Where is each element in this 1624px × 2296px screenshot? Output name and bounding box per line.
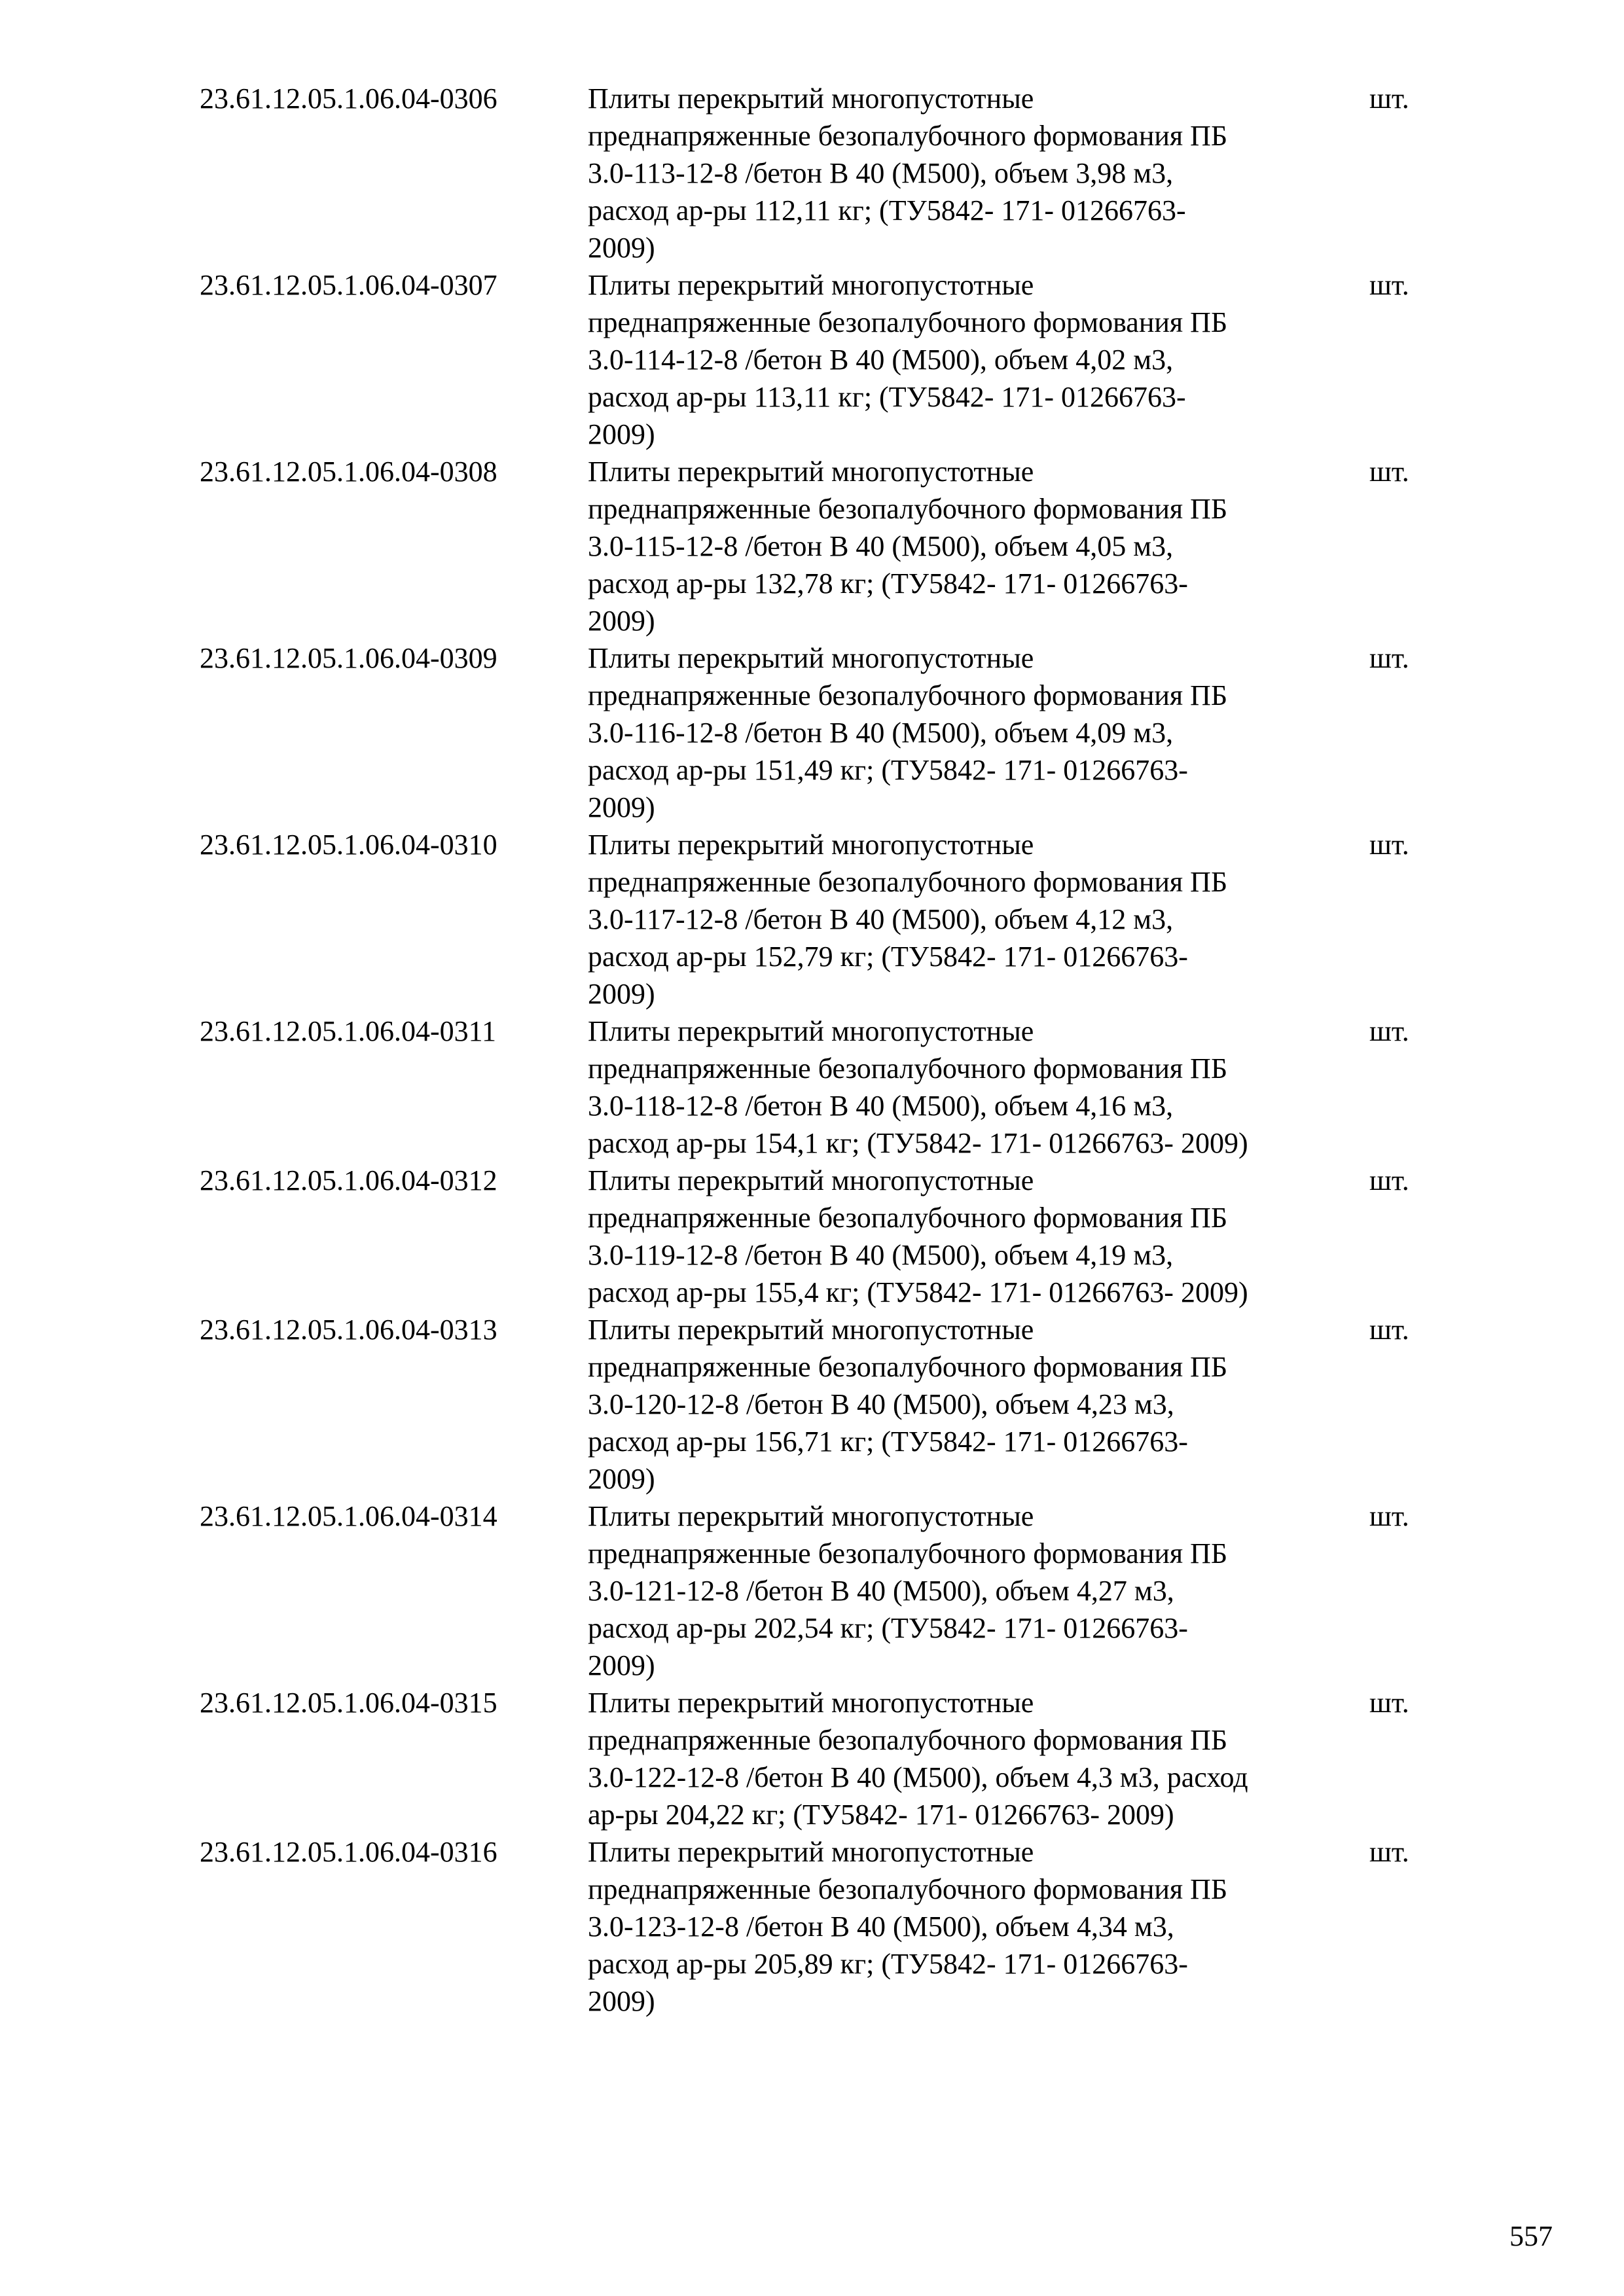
description-line: расход ар-ры 155,4 кг; (ТУ5842- 171- 01266763- 2009) — [588, 1276, 1248, 1308]
description-line: расход ар-ры 112,11 кг; (ТУ5842- 171- 01266763- — [588, 194, 1186, 226]
description-line: ар-ры 204,22 кг; (ТУ5842- 171- 01266763- 2009) — [588, 1799, 1174, 1831]
description-line: 2009) — [588, 1463, 655, 1495]
description-line: расход ар-ры 152,79 кг; (ТУ5842- 171- 01266763- — [588, 941, 1188, 973]
list-item — [200, 80, 1443, 266]
item-code: 23.61.12.05.1.06.04-0310 — [200, 829, 497, 861]
description-line: Плиты перекрытий многопустотные — [588, 829, 1034, 861]
item-unit: шт. — [1369, 1500, 1409, 1532]
description-line: Плиты перекрытий многопустотные — [588, 82, 1034, 115]
description-line: преднапряженные безопалубочного формования ПБ — [588, 1202, 1228, 1234]
description-line: Плиты перекрытий многопустотные — [588, 642, 1034, 674]
description-line: 2009) — [588, 418, 655, 450]
item-code: 23.61.12.05.1.06.04-0308 — [200, 456, 497, 488]
page-number: 557 — [1509, 2220, 1553, 2252]
description-line: 3.0-120-12-8 /бетон В 40 (М500), объем 4,23 м3, — [588, 1388, 1174, 1420]
description-line: 3.0-115-12-8 /бетон В 40 (М500), объем 4,05 м3, — [588, 530, 1174, 562]
list-item — [200, 1833, 1443, 2020]
item-unit: шт. — [1369, 82, 1409, 115]
list-item — [200, 1311, 1443, 1498]
description-line: преднапряженные безопалубочного формования ПБ — [588, 1724, 1228, 1756]
description-line: расход ар-ры 205,89 кг; (ТУ5842- 171- 01266763- — [588, 1948, 1188, 1980]
item-description — [588, 1498, 1570, 1684]
description-line: Плиты перекрытий многопустотные — [588, 1687, 1034, 1719]
item-unit: шт. — [1369, 456, 1409, 488]
item-unit: шт. — [1369, 642, 1409, 674]
price-list-entries — [200, 80, 1443, 2020]
item-unit: шт. — [1369, 269, 1409, 301]
description-line: Плиты перекрытий многопустотные — [588, 269, 1034, 301]
list-item — [200, 1162, 1443, 1311]
description-line: преднапряженные безопалубочного формования ПБ — [588, 120, 1228, 152]
description-line: преднапряженные безопалубочного формования ПБ — [588, 493, 1228, 525]
description-line: преднапряженные безопалубочного формования ПБ — [588, 1351, 1228, 1383]
list-item — [200, 266, 1443, 453]
item-description — [588, 1833, 1570, 2020]
description-line: расход ар-ры 113,11 кг; (ТУ5842- 171- 01266763- — [588, 381, 1186, 413]
item-code: 23.61.12.05.1.06.04-0306 — [200, 82, 497, 115]
description-line: Плиты перекрытий многопустотные — [588, 456, 1034, 488]
item-code: 23.61.12.05.1.06.04-0316 — [200, 1836, 497, 1868]
description-line: 3.0-114-12-8 /бетон В 40 (М500), объем 4,02 м3, — [588, 344, 1174, 376]
description-line: Плиты перекрытий многопустотные — [588, 1500, 1034, 1532]
item-description — [588, 80, 1570, 266]
item-unit: шт. — [1369, 1687, 1409, 1719]
description-line: 2009) — [588, 978, 655, 1010]
item-code: 23.61.12.05.1.06.04-0309 — [200, 642, 497, 674]
item-code: 23.61.12.05.1.06.04-0311 — [200, 1015, 497, 1047]
item-unit: шт. — [1369, 1015, 1409, 1047]
description-line: 3.0-122-12-8 /бетон В 40 (М500), объем 4,3 м3, расход — [588, 1761, 1248, 1793]
description-line: расход ар-ры 154,1 кг; (ТУ5842- 171- 01266763- 2009) — [588, 1127, 1248, 1159]
description-line: расход ар-ры 202,54 кг; (ТУ5842- 171- 01266763- — [588, 1612, 1188, 1644]
description-line: 3.0-113-12-8 /бетон В 40 (М500), объем 3,98 м3, — [588, 157, 1174, 189]
item-code: 23.61.12.05.1.06.04-0314 — [200, 1500, 497, 1532]
list-item — [200, 826, 1443, 1013]
description-line: Плиты перекрытий многопустотные — [588, 1015, 1034, 1047]
description-line: расход ар-ры 156,71 кг; (ТУ5842- 171- 01266763- — [588, 1426, 1188, 1458]
item-description — [588, 639, 1570, 826]
item-description — [588, 1013, 1570, 1162]
list-item — [200, 453, 1443, 639]
description-line: 3.0-119-12-8 /бетон В 40 (М500), объем 4,19 м3, — [588, 1239, 1174, 1271]
description-line: 2009) — [588, 1985, 655, 2017]
item-description — [588, 1162, 1570, 1311]
item-unit: шт. — [1369, 829, 1409, 861]
item-description — [588, 1684, 1570, 1833]
description-line: 2009) — [588, 1649, 655, 1681]
list-item — [200, 1684, 1443, 1833]
description-line: преднапряженные безопалубочного формования ПБ — [588, 1537, 1228, 1570]
description-line: преднапряженные безопалубочного формования ПБ — [588, 1873, 1228, 1905]
item-description — [588, 453, 1570, 639]
item-code: 23.61.12.05.1.06.04-0312 — [200, 1164, 497, 1196]
item-code: 23.61.12.05.1.06.04-0313 — [200, 1314, 497, 1346]
description-line: преднапряженные безопалубочного формования ПБ — [588, 306, 1228, 338]
description-line: 2009) — [588, 605, 655, 637]
item-code: 23.61.12.05.1.06.04-0315 — [200, 1687, 497, 1719]
list-item — [200, 1498, 1443, 1684]
item-unit: шт. — [1369, 1164, 1409, 1196]
description-line: Плиты перекрытий многопустотные — [588, 1164, 1034, 1196]
list-item — [200, 639, 1443, 826]
description-line: 2009) — [588, 791, 655, 823]
description-line: 3.0-121-12-8 /бетон В 40 (М500), объем 4,27 м3, — [588, 1575, 1174, 1607]
description-line: преднапряженные безопалубочного формования ПБ — [588, 679, 1228, 711]
description-line: 3.0-117-12-8 /бетон В 40 (М500), объем 4,12 м3, — [588, 903, 1174, 935]
description-line: преднапряженные безопалубочного формования ПБ — [588, 866, 1228, 898]
item-unit: шт. — [1369, 1836, 1409, 1868]
description-line: расход ар-ры 132,78 кг; (ТУ5842- 171- 01266763- — [588, 567, 1188, 600]
description-line: преднапряженные безопалубочного формования ПБ — [588, 1052, 1228, 1085]
description-line: Плиты перекрытий многопустотные — [588, 1836, 1034, 1868]
item-code: 23.61.12.05.1.06.04-0307 — [200, 269, 497, 301]
item-description — [588, 266, 1570, 453]
description-line: 2009) — [588, 232, 655, 264]
description-line: Плиты перекрытий многопустотные — [588, 1314, 1034, 1346]
item-description — [588, 826, 1570, 1013]
description-line: 3.0-123-12-8 /бетон В 40 (М500), объем 4,34 м3, — [588, 1910, 1174, 1943]
item-unit: шт. — [1369, 1314, 1409, 1346]
item-description — [588, 1311, 1570, 1498]
description-line: 3.0-116-12-8 /бетон В 40 (М500), объем 4,09 м3, — [588, 717, 1174, 749]
description-line: 3.0-118-12-8 /бетон В 40 (М500), объем 4,16 м3, — [588, 1090, 1174, 1122]
description-line: расход ар-ры 151,49 кг; (ТУ5842- 171- 01266763- — [588, 754, 1188, 786]
list-item — [200, 1013, 1443, 1162]
